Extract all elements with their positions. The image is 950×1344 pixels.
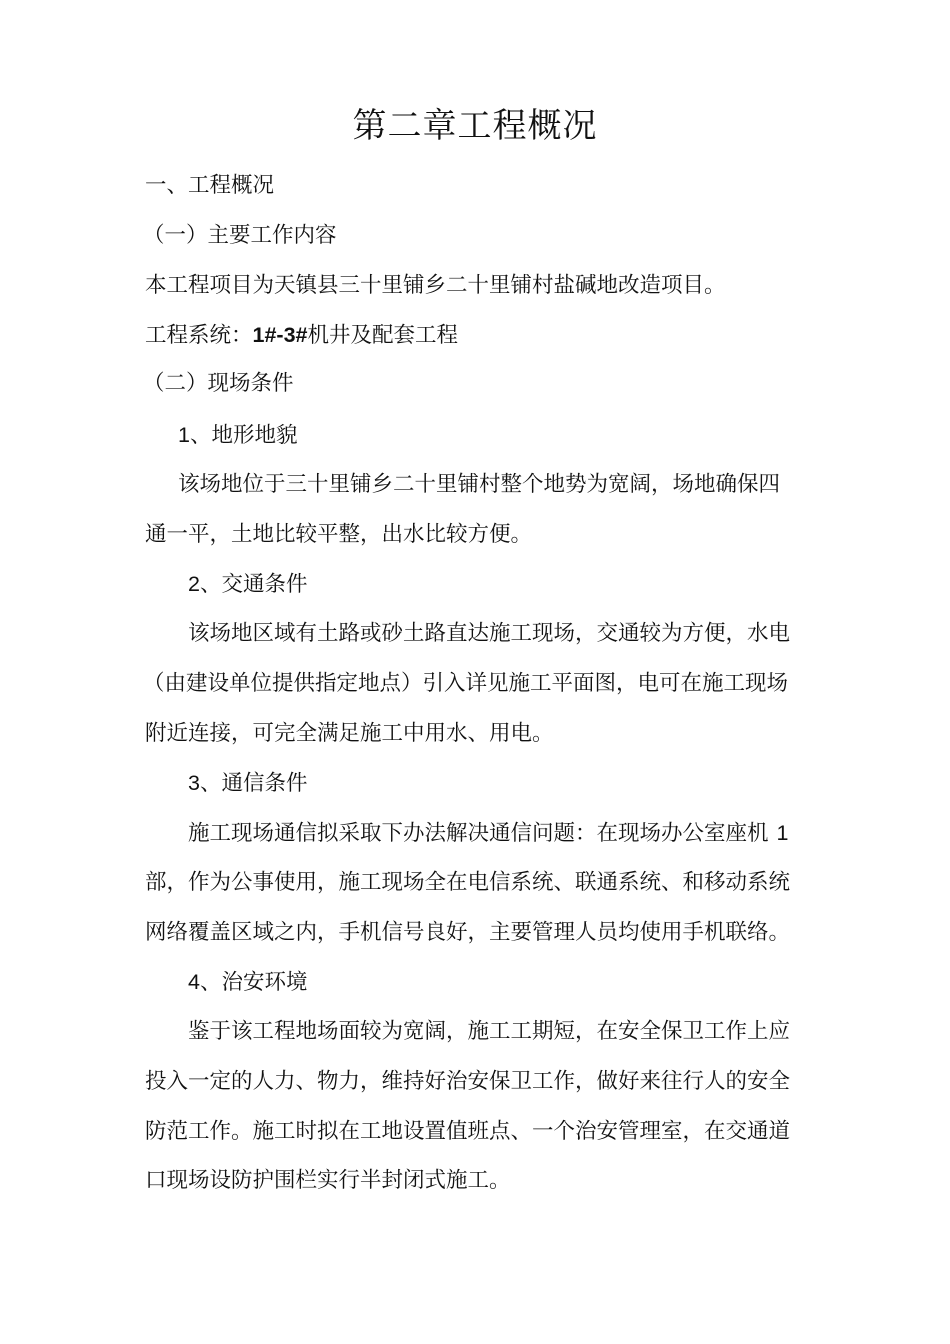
item-number: 4: [188, 970, 200, 994]
item-heading: [178, 420, 297, 451]
section-heading: 一、工程概况: [145, 173, 275, 198]
subsection-heading: （二）现场条件: [143, 371, 294, 396]
paragraph-line: 防范工作。施工时拟在工地设置值班点、一个治安管理室，在交通道: [145, 1119, 791, 1144]
paragraph-line: 部，作为公事使用，施工现场全在电信系统、联通系统、和移动系统: [145, 870, 791, 895]
paragraph-line: 该场地位于三十里铺乡二十里铺村整个地势为宽阔，场地确保四: [178, 472, 781, 497]
line-number: 1: [776, 821, 789, 845]
paragraph-line: [188, 818, 788, 849]
item-title: 、交通条件: [199, 572, 308, 597]
system-code: 1#-3#: [252, 323, 308, 347]
page-title: 第二章工程概况: [352, 106, 598, 146]
system-label: 工程系统：: [145, 323, 253, 348]
paragraph-line: 鉴于该工程地场面较为宽阔，施工工期短，在安全保卫工作上应: [188, 1019, 791, 1044]
item-heading: [188, 967, 307, 998]
subsection-heading: （一）主要工作内容: [143, 223, 337, 248]
paragraph-line: 该场地区域有土路或砂土路直达施工现场，交通较为方便，水电: [188, 621, 791, 646]
item-number: 3: [188, 771, 200, 795]
paragraph-line: 本工程项目为天镇县三十里铺乡二十里铺村盐碱地改造项目。: [145, 273, 726, 298]
paragraph-line: 网络覆盖区域之内，手机信号良好，主要管理人员均使用手机联络。: [145, 920, 791, 945]
paragraph-line: 口现场设防护围栏实行半封闭式施工。: [145, 1168, 511, 1193]
paragraph-line: 附近连接，可完全满足施工中用水、用电。: [145, 721, 554, 746]
paragraph-system: [145, 320, 458, 351]
item-title: 、治安环境: [199, 970, 308, 995]
item-heading: [188, 768, 307, 799]
line-text: 施工现场通信拟采取下办法解决通信问题：在现场办公室座机: [188, 821, 769, 846]
paragraph-line: 通一平，土地比较平整，出水比较方便。: [145, 522, 533, 547]
system-text: 机井及配套工程: [307, 323, 459, 348]
paragraph-line: 投入一定的人力、物力，维持好治安保卫工作，做好来往行人的安全: [145, 1069, 791, 1094]
paragraph-line: （由建设单位提供指定地点）引入详见施工平面图，电可在施工现场: [143, 671, 789, 696]
item-number: 2: [188, 572, 200, 596]
item-number: 1: [178, 423, 190, 447]
item-heading: [188, 569, 307, 600]
item-title: 、通信条件: [199, 771, 308, 796]
item-title: 、地形地貌: [189, 423, 298, 448]
